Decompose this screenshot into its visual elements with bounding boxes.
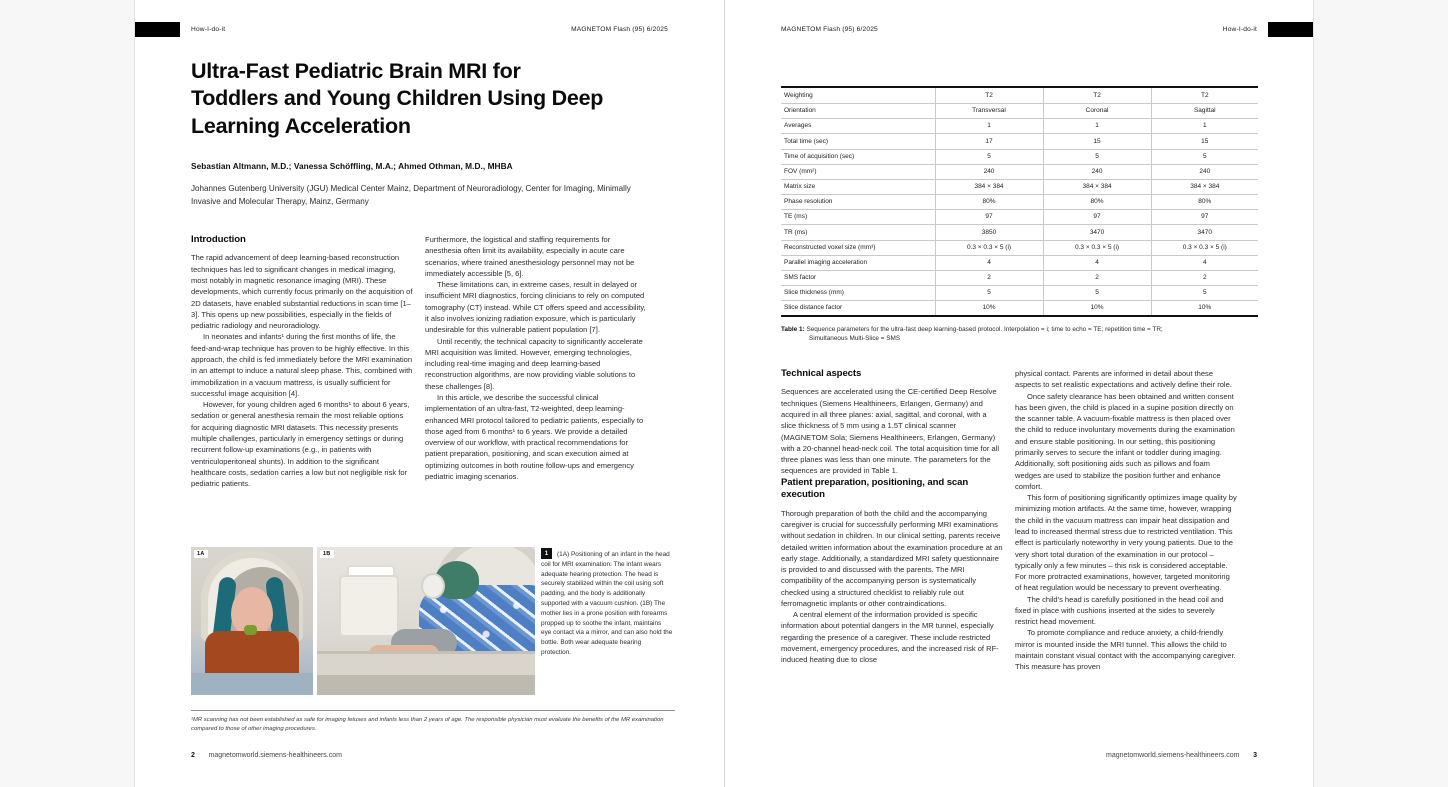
paragraph: physical contact. Parents are informed in detail about these aspects to set realistic expectations and actively define their role. [1015, 369, 1232, 390]
table-cell: 80% [1043, 195, 1151, 210]
running-head-section-left: How-I-do-it [191, 26, 226, 33]
table-cell: 15 [1151, 134, 1258, 149]
table-cell: 2 [935, 270, 1043, 285]
table-cell: 0.3 × 0.3 × 5 (i) [1043, 240, 1151, 255]
table-row-label: Orientation [781, 103, 935, 118]
paragraph: Sequences are accelerated using the CE-certified Deep Resolve techniques (Siemens Healthineers, Erlangen, Germany) and acquired in all three planes: axial, sagittal, and coronal, with a slice thickness of 5 mm using a 1.5T clinical scanner (MAGNETOM Sola; Siemens Healthineers, Erlangen, Germany) with a 20-channel head-neck coil. The total acquisition time for all three planes was less than one minute. The parameters for the sequences are provided in Table 1. [781, 387, 1000, 476]
table-cell: 2 [1043, 270, 1151, 285]
figure-1 [191, 547, 535, 695]
figure-panel-label-b: 1B [320, 550, 334, 558]
body-column-left-1 [191, 234, 413, 489]
sequence-parameters-table [781, 86, 1258, 317]
table-row-label: SMS factor [781, 270, 935, 285]
table-cell: 384 × 384 [1151, 179, 1258, 194]
headphones-shape [421, 573, 445, 599]
table-cell: 384 × 384 [935, 179, 1043, 194]
paragraph: This form of positioning significantly optimizes image quality by minimizing motion artifacts. At the same time, however, wrapping the child in the vacuum mattress can impair heat dissipation and lead to increased thermal stress due to restricted ventilation. This effect is particularly noteworthy in very young patients. Due to the very short total duration of the examination in our protocol – typically only a few minutes – this risk is considered acceptable. For more protracted examinations, however, targeted monitoring of heat regulation would be necessary to prevent overheating. [1015, 493, 1237, 593]
paragraph: Once safety clearance has been obtained and written consent has been given, the child is placed in a supine position directly on the scanner table. A vacuum-fixable mattress is then placed over the child to reduce involuntary movements during the examination and ensure stable positioning. In our setting, this positioning primarily serves to secure the infant or toddler during imaging. Additionally, soft positioning aids such as pillows and foam wedges are used to stabilize the position further and enhance comfort. [1015, 391, 1235, 491]
table-cell: Sagittal [1151, 103, 1258, 118]
table-cell: 3470 [1043, 225, 1151, 240]
table-row [781, 270, 1258, 285]
table-row [781, 255, 1258, 270]
table-1-wrapper [781, 86, 1258, 317]
table-cell: 240 [935, 164, 1043, 179]
table-cell: 240 [1151, 164, 1258, 179]
scanner-table-base-shape [317, 675, 535, 695]
table-cell: 10% [1043, 301, 1151, 317]
body-column-left-2 [425, 234, 647, 482]
figure-photo-1a [191, 547, 313, 695]
table-cell: Transversal [935, 103, 1043, 118]
header-black-bar-right [1268, 22, 1313, 37]
table-cell: 5 [935, 286, 1043, 301]
table-caption-continuation: Simultaneous Multi-Slice = SMS [809, 335, 901, 343]
table-cell: 80% [935, 195, 1043, 210]
bottle-shape [244, 625, 257, 635]
table-row-label: FOV (mm²) [781, 164, 935, 179]
affiliation: Johannes Gutenberg University (JGU) Medical Center Mainz, Department of Neuroradiology, Center for Imaging, Minimally Invasive and Molecular Therapy, Mainz, Germany [191, 184, 631, 206]
table-row-label: TR (ms) [781, 225, 935, 240]
table-cell: 4 [935, 255, 1043, 270]
table-cell: 4 [1151, 255, 1258, 270]
table-cell: 2 [1151, 270, 1258, 285]
table-caption-label: Table 1: [781, 326, 805, 333]
infant-body-shape [205, 631, 299, 679]
table-cell: 1 [1043, 119, 1151, 134]
table-cell: 5 [935, 149, 1043, 164]
table-cell: T2 [1151, 87, 1258, 103]
paragraph: Until recently, the technical capacity to significantly accelerate MRI acquisition was limited. However, emerging technologies, including real-time imaging and deep learning-based reconstruction algorithms, are now providing viable solutions to these challenges [8]. [425, 336, 643, 391]
table-row [781, 164, 1258, 179]
table-1-caption [781, 325, 1258, 344]
paragraph: In this article, we describe the successful clinical implementation of an ultra-fast, T2-weighted, deep learning-enhanced MRI protocol tailored to pediatric patients, especially to those aged from 6 months¹ to 6 years. We provide a detailed overview of our workflow, with practical recommendations for patient preparation, positioning, and scan execution aimed at optimizing outcomes in both routine follow-ups and emergency pediatric imaging scenarios. [425, 392, 644, 481]
table-cell: 0.3 × 0.3 × 5 (i) [1151, 240, 1258, 255]
table-row-label: Parallel imaging acceleration [781, 255, 935, 270]
table-cell: 1 [1151, 119, 1258, 134]
table-cell: 384 × 384 [1043, 179, 1151, 194]
table-row-label: Total time (sec) [781, 134, 935, 149]
header-black-bar-left [135, 22, 180, 37]
table-row-label: Slice thickness (mm) [781, 286, 935, 301]
table-cell: 5 [1151, 286, 1258, 301]
table-row-label: TE (ms) [781, 210, 935, 225]
figure-panel-label-a: 1A [194, 550, 208, 558]
table-row-label: Phase resolution [781, 195, 935, 210]
table-cell: 3850 [935, 225, 1043, 240]
table-row [781, 195, 1258, 210]
table-cell: 80% [1151, 195, 1258, 210]
footnote-text: ¹MR scanning has not been established as safe for imaging fetuses and infants less than 2 years of age. The responsible physician must evaluate the benefits of the MR examination compared to those of other imaging procedures. [191, 717, 664, 732]
table-cell: 5 [1043, 149, 1151, 164]
section-heading-technical-aspects: Technical aspects [781, 368, 862, 379]
paragraph: Thorough preparation of both the child and the accompanying caregiver is crucial for successfully performing MRI examinations without sedation in children. In our clinical setting, parents receive detailed written information about the examination procedure at an early stage. Additionally, a standardized MRI safety questionnaire is provided to and discussed with the parents. The MRI compatibility of the accompanying person is systematically checked using a structured checklist to reliably rule out ferromagnetic implants or other contraindications. [781, 508, 1003, 608]
table-row [781, 134, 1258, 149]
table-cell: 5 [1151, 149, 1258, 164]
table-sheet-shape [191, 673, 313, 695]
table-row [781, 149, 1258, 164]
table-row [781, 225, 1258, 240]
paragraph: The child's head is carefully positioned in the head coil and fixed in place with cushions inserted at the sides to severely restrict head movement. [1015, 594, 1224, 627]
footer-right [1106, 752, 1257, 759]
paragraph: Furthermore, the logistical and staffing requirements for anesthesia often limit its availability, especially in acute care scenarios, where trained anesthesiology personnel may not be immediately accessible [5, 6]. [425, 235, 635, 278]
table-row [781, 87, 1258, 103]
table-row [781, 240, 1258, 255]
table-row-label: Matrix size [781, 179, 935, 194]
paragraph: The rapid advancement of deep learning-based reconstruction techniques has led to significant changes in medical imaging, most notably in magnetic resonance imaging (MRI). These developments, which currently focus primarily on the acquisition of 2D datasets, have enabled substantial reductions in scan time [1–3]. This opens up new possibilities, especially in the fields of pediatric radiology and neuroradiology. [191, 253, 413, 331]
body-column-right-2 [1015, 368, 1237, 673]
table-row [781, 103, 1258, 118]
paragraph: However, for young children aged 6 months¹ to about 6 years, sedation or general anesthesia remain the most reliable options for acquiring diagnostic MRI datasets. This necessity presents multiple challenges, particularly in emergency settings or during recurrent follow-up examinations (e.g., in patients with ventriculoperitoneal shunts). In addition to the significant healthcare costs, sedation carries a low but not negligible risk for pediatric patients. [191, 400, 410, 489]
running-head-section-right: How-I-do-it [1222, 26, 1257, 33]
table-row-label: Reconstructed voxel size (mm³) [781, 240, 935, 255]
table-cell: 17 [935, 134, 1043, 149]
table-cell: 97 [1151, 210, 1258, 225]
table-cell: 15 [1043, 134, 1151, 149]
section-heading-introduction: Introduction [191, 234, 246, 245]
paragraph: In neonates and infants¹ during the first months of life, the feed-and-wrap technique has proven to be highly effective. In this approach, the child is fed immediately before the MRI examination in an attempt to induce a natural sleep phase. This, combined with immobilization in a vacuum mattress, is usually sufficient for successful image acquisition [4]. [191, 332, 413, 398]
table-row-label: Weighting [781, 87, 935, 103]
table-cell: 10% [1151, 301, 1258, 317]
table-cell: 4 [1043, 255, 1151, 270]
table-cell: T2 [935, 87, 1043, 103]
author-list: Sebastian Altmann, M.D.; Vanessa Schöffling, M.A.; Ahmed Othman, M.D., MHBA [191, 161, 513, 171]
two-page-spread [135, 0, 1313, 787]
table-row [781, 119, 1258, 134]
table-row-label: Slice distance factor [781, 301, 935, 317]
figure-number-badge: 1 [541, 548, 552, 559]
page-number-left: 2 [191, 752, 195, 759]
table-cell: 1 [935, 119, 1043, 134]
footnote-divider [191, 710, 675, 711]
footer-left [191, 752, 342, 759]
page-right [724, 0, 1313, 787]
table-cell: 97 [1043, 210, 1151, 225]
table-cell: 10% [935, 301, 1043, 317]
page-left [135, 0, 724, 787]
table-cell: 97 [935, 210, 1043, 225]
figure-caption [541, 548, 673, 658]
table-caption-text: Sequence parameters for the ultra-fast deep learning-based protocol. Interpolation = i; time to echo = TE; repetition time = TR; [806, 326, 1163, 333]
table-cell: 240 [1043, 164, 1151, 179]
head-coil-shape [339, 575, 399, 637]
page-title: Ultra-Fast Pediatric Brain MRI for Toddlers and Young Children Using Deep Learning Acceleration [191, 59, 604, 138]
running-head-issue-right: MAGNETOM Flash (95) 6/2025 [781, 26, 878, 33]
paragraph: A central element of the information provided is specific information about potential dangers in the MR tunnel, especially regarding the presence of a caregiver. These include restricted movement, emergency procedures, and the increased risk of RF-induced heating due to close [781, 610, 999, 665]
section-heading-patient-preparation: Patient preparation, positioning, and scan execution [781, 476, 969, 501]
table-cell: 0.3 × 0.3 × 5 (i) [935, 240, 1043, 255]
body-column-right-1 [781, 368, 1003, 666]
table-row [781, 286, 1258, 301]
table-cell: T2 [1043, 87, 1151, 103]
figure-photo-1b [317, 547, 535, 695]
paragraph: To promote compliance and reduce anxiety, a child-friendly mirror is mounted inside the MRI tunnel. This allows the child to maintain constant visual contact with the accompanying caregiver. This measure has proven [1015, 628, 1236, 672]
table-row-label: Averages [781, 119, 935, 134]
paragraph: These limitations can, in extreme cases, result in delayed or insufficient MRI diagnostics, forcing clinicians to rely on computed tomography (CT) instead. While CT offers speed and accessibility, it also involves ionizing radiation exposure, which is particularly undesirable for this vulnerable patient population [7]. [425, 280, 646, 335]
table-row [781, 179, 1258, 194]
figure-caption-text: (1A) Positioning of an infant in the head coil for MRI examination: The infant wears adequate hearing protection. The head is securely stabilized within the coil using soft padding, and the body is additionally supported with a vacuum cushion. (1B) The mother lies in a prone position with forearms propped up to soothe the infant, maintains eye contact via a mirror, and can also hold the bottle. Both wear adequate hearing protection. [541, 551, 673, 656]
table-cell: 5 [1043, 286, 1151, 301]
table-row [781, 301, 1258, 317]
page-number-right: 3 [1253, 752, 1257, 759]
running-head-issue-left: MAGNETOM Flash (95) 6/2025 [571, 26, 668, 33]
footer-website-left[interactable]: magnetomworld.siemens-healthineers.com [208, 752, 342, 759]
table-row [781, 210, 1258, 225]
footer-website-right[interactable]: magnetomworld.siemens-healthineers.com [1106, 752, 1240, 759]
table-cell: 3470 [1151, 225, 1258, 240]
table-row-label: Time of acquisition (sec) [781, 149, 935, 164]
table-cell: Coronal [1043, 103, 1151, 118]
